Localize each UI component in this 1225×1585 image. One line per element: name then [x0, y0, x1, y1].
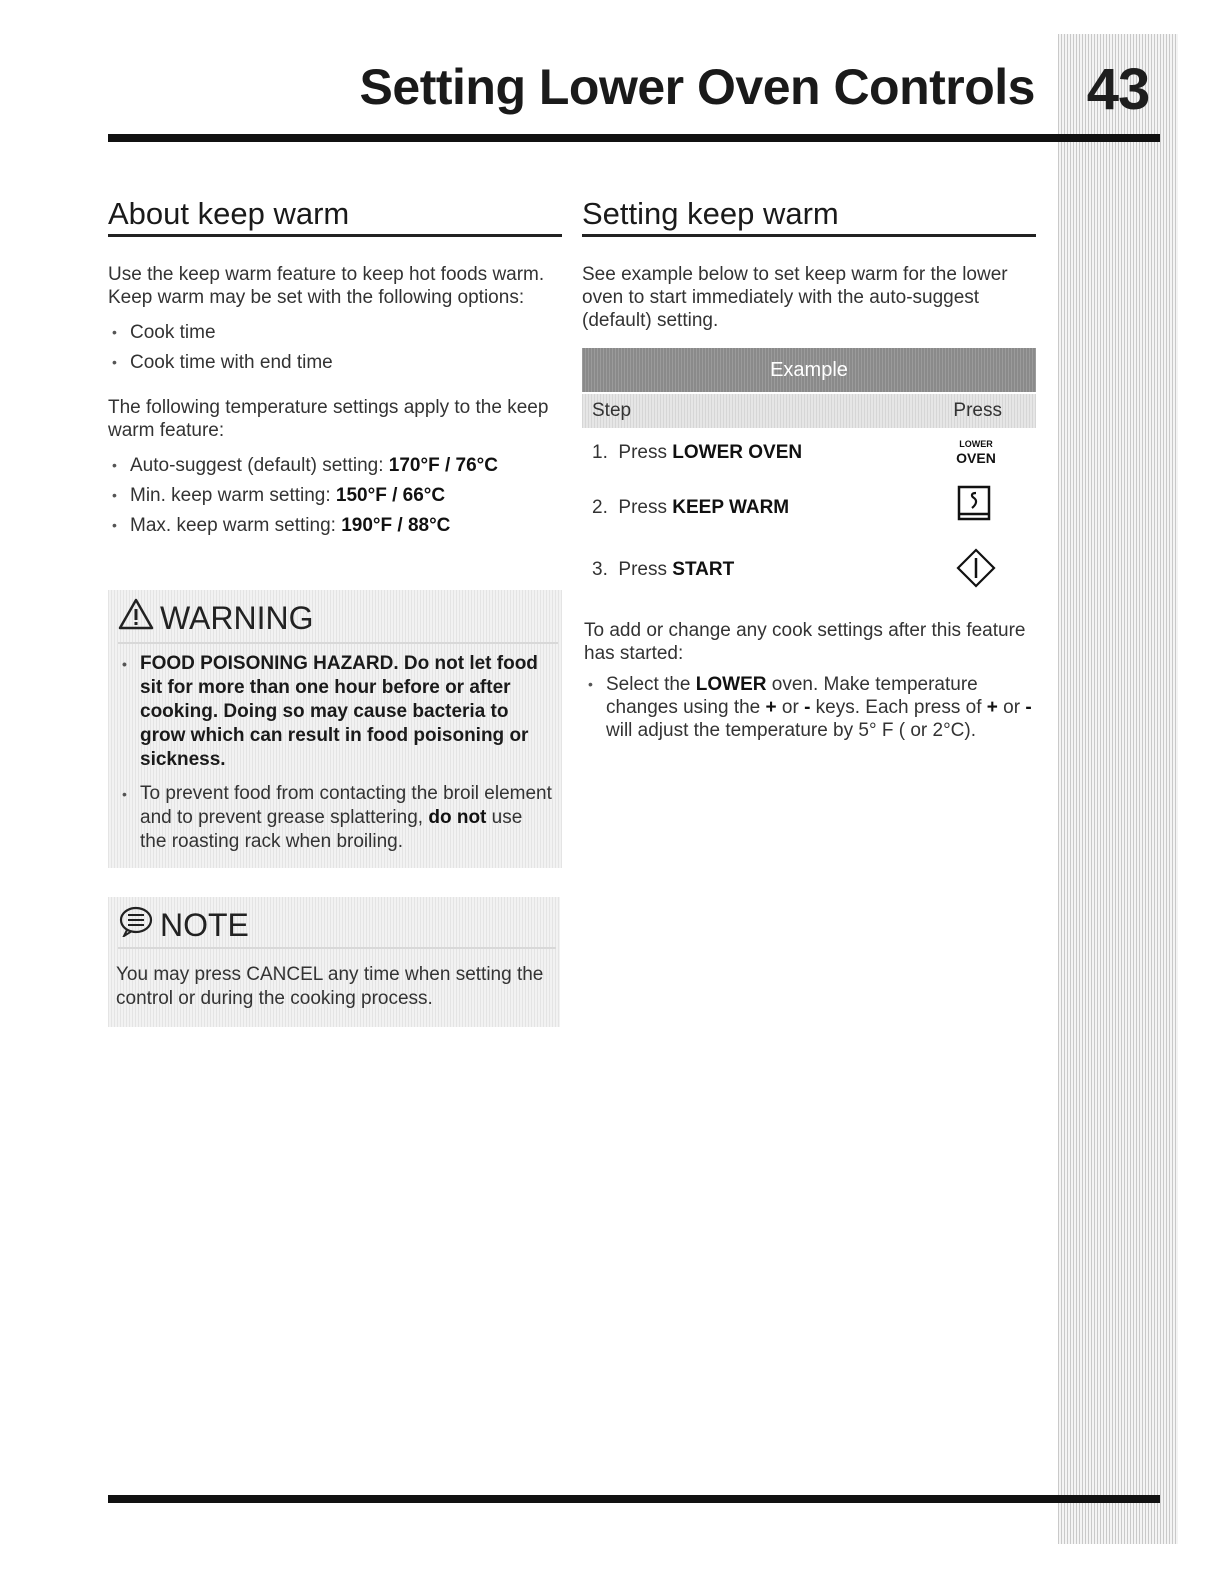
start-key-icon — [954, 546, 998, 595]
step-number: 2. — [592, 497, 608, 518]
warning-text: use the roasting rack when broiling. — [140, 807, 523, 852]
note-heading: NOTE — [160, 906, 249, 943]
key-name: + — [765, 697, 777, 718]
text: oven. Make temperature changes using the — [606, 674, 978, 718]
temp-value: 190°F / 88°C — [341, 515, 451, 536]
key-name: - — [804, 697, 811, 718]
column-step-label: Step — [592, 400, 632, 421]
temp-value: 170°F / 76°C — [388, 455, 498, 476]
example-title: Example — [582, 348, 1036, 392]
note-divider — [118, 947, 556, 949]
about-keep-warm-heading: About keep warm — [108, 196, 562, 237]
column-press-label: Press — [953, 400, 1002, 421]
side-tab — [1058, 34, 1178, 1544]
page-title: Setting Lower Oven Controls — [359, 59, 1035, 115]
warning-bold: do not — [428, 807, 487, 828]
step-number: 3. — [592, 559, 608, 580]
temp-label: Auto-suggest (default) setting: — [130, 455, 389, 476]
list-item — [108, 484, 562, 507]
setting-intro: See example below to set keep warm for the lower oven to start immediately with the auto-suggest (default) setting. — [582, 264, 1008, 331]
text: will adjust the temperature by 5° F ( or 2°C). — [606, 720, 976, 741]
right-column — [582, 196, 1036, 332]
keep-warm-key-icon — [956, 484, 992, 529]
text: Select the — [606, 674, 696, 695]
warning-hazard-item: • FOOD POISONING HAZARD. Do not let food sit for more than one hour before or after cooking. Doing so may cause bacteria to grow which can result in food poisoning or sickness. — [118, 652, 552, 772]
key-name: LOWER — [695, 674, 767, 695]
text: or — [997, 697, 1026, 718]
list-item: • Cook time with end time — [108, 351, 562, 374]
page-number: 43 — [1086, 57, 1150, 122]
key-name: + — [986, 697, 998, 718]
warning-rack-item — [118, 782, 552, 854]
warning-text: To prevent food from contacting the broil element and to prevent grease splattering, — [140, 783, 552, 828]
example-step-row — [592, 559, 1012, 581]
temp-value: 150°F / 66°C — [335, 485, 446, 506]
about-intro: Use the keep warm feature to keep hot foods warm. Keep warm may be set with the following options: — [108, 264, 545, 308]
temps-intro: The following temperature settings apply to the keep warm feature: — [108, 397, 549, 441]
step-text: Press — [618, 442, 673, 463]
text: keys. Each press of — [810, 697, 987, 718]
list-item — [108, 454, 562, 477]
setting-keep-warm-heading: Setting keep warm — [582, 196, 1036, 237]
list-item — [108, 514, 562, 537]
lower-oven-key-small-label: LOWER — [959, 439, 993, 449]
left-column — [108, 196, 562, 537]
warning-triangle-icon — [118, 598, 154, 638]
temp-label: Max. keep warm setting: — [130, 515, 342, 536]
warning-header — [118, 598, 313, 638]
step-number: 1. — [592, 442, 608, 463]
warning-box — [108, 590, 562, 868]
step-text: Press — [618, 559, 673, 580]
after-start-section — [584, 619, 1034, 742]
temp-label: Min. keep warm setting: — [130, 485, 336, 506]
example-step-row — [592, 497, 1012, 519]
after-start-list — [584, 673, 1034, 742]
warning-list — [118, 652, 552, 854]
note-text: You may press CANCEL any time when setting the control or during the cooking process. — [116, 964, 544, 1009]
list-item: • Cook time — [108, 321, 562, 344]
temps-list — [108, 454, 562, 537]
after-start-intro: To add or change any cook settings after this feature has started: — [584, 620, 1026, 664]
top-rule — [108, 134, 1160, 142]
example-column-header — [582, 394, 1036, 428]
options-list — [108, 321, 562, 374]
lower-oven-key-large-label: OVEN — [956, 450, 996, 466]
note-box — [108, 897, 560, 1027]
bottom-rule — [108, 1495, 1160, 1503]
lower-oven-key-icon — [948, 440, 1004, 465]
note-bubble-icon — [118, 905, 154, 945]
step-text: Press — [618, 497, 673, 518]
list-item — [584, 673, 1034, 742]
step-key: KEEP WARM — [672, 497, 790, 518]
step-key: START — [672, 559, 735, 580]
warning-divider — [118, 642, 558, 644]
step-key: LOWER OVEN — [672, 442, 803, 463]
note-header — [118, 905, 249, 945]
key-name: - — [1025, 697, 1032, 718]
text: or — [776, 697, 805, 718]
warning-heading: WARNING — [160, 599, 314, 636]
